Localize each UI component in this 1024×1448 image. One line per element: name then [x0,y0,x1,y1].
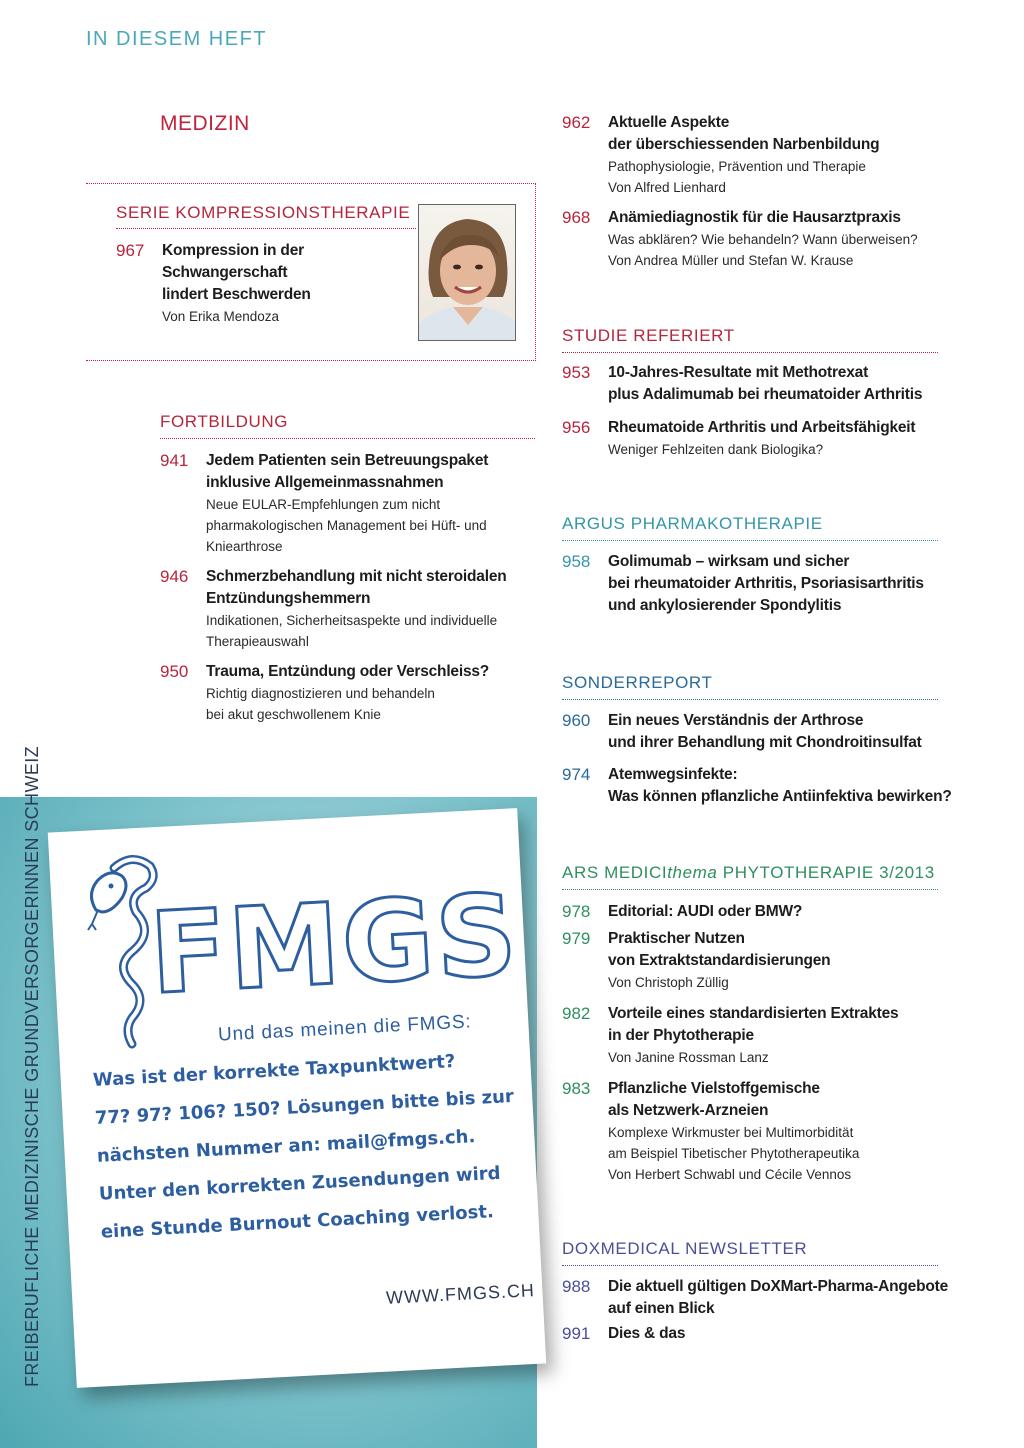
ad-question-line: eine Stunde Burnout Coaching verlost. [100,1201,495,1243]
ad-question-line: Unter den korrekten Zusendungen wird [98,1162,502,1205]
studie-heading: STUDIE REFERIERT [562,326,938,353]
entry-title: plus Adalimumab bei rheumatoider Arthritis [608,386,923,403]
entry-subtitle: pharmakologischen Management bei Hüft- und [206,518,487,533]
toc-entry-988[interactable] [562,1276,962,1320]
entry-title: Vorteile eines standardisierten Extraktes [608,1005,899,1022]
entry-title: bei rheumatoider Arthritis, Psoriasisarthritis [608,575,924,592]
entry-title: Pflanzliche Vielstoffgemische [608,1080,820,1097]
entry-title: Die aktuell gültigen DoXMart-Pharma-Angebote [608,1278,948,1295]
doxmedical-heading: DOXMEDICAL NEWSLETTER [562,1239,938,1266]
entry-author: Von Janine Rossman Lanz [608,1050,769,1065]
author-photo [418,204,516,341]
toc-entry-958[interactable] [562,551,962,617]
toc-entry-967[interactable] [116,240,416,327]
toc-entry-983[interactable] [562,1078,962,1185]
entry-title: Dies & das [608,1325,686,1342]
entry-title: Golimumab – wirksam und sicher [608,553,850,570]
entry-title: auf einen Blick [608,1300,715,1317]
entry-author: Von Christoph Züllig [608,975,729,990]
entry-title: Rheumatoide Arthritis und Arbeitsfähigkeit [608,419,916,436]
entry-author: Von Erika Mendoza [162,309,280,324]
entry-subtitle: Richtig diagnostizieren und behandeln [206,686,435,701]
thema-heading-brand: ARS MEDICI [562,863,668,882]
toc-entry-960[interactable] [562,710,962,754]
entry-title: Editorial: AUDI oder BMW? [608,903,803,920]
argus-heading: ARGUS PHARMAKOTHERAPIE [562,514,938,541]
entry-subtitle: Komplexe Wirkmuster bei Multimorbidität [608,1125,854,1140]
thema-heading-thema: thema [667,863,718,882]
page-number: 967 [116,241,145,260]
ad-question-line: 77? 97? 106? 150? Lösungen bitte bis zur [94,1085,515,1129]
page-number: 982 [562,1004,591,1023]
ad-question-line: Was ist der korrekte Taxpunktwert? [92,1051,456,1091]
page-number: 941 [160,451,189,470]
entry-title: Ein neues Verständnis der Arthrose [608,712,864,729]
entry-title: und ankylosierender Spondylitis [608,597,842,614]
ad-question-line: nächsten Nummer an: mail@fmgs.ch. [96,1126,476,1167]
entry-subtitle: Was abklären? Wie behandeln? Wann überweisen? [608,232,918,247]
toc-entry-968[interactable] [562,207,962,271]
entry-title: und ihrer Behandlung mit Chondroitinsulfat [608,734,922,751]
entry-author: Von Herbert Schwabl und Cécile Vennos [608,1167,852,1182]
section-title-medizin: MEDIZIN [160,112,250,135]
entry-title: Schmerzbehandlung mit nicht steroidalen [206,568,507,585]
entry-subtitle: Weniger Fehlzeiten dank Biologika? [608,442,824,457]
thema-heading-topic: PHYTOTHERAPIE 3/2013 [717,863,935,882]
fmgs-logo: FMGS [146,870,522,1020]
toc-entry-946[interactable] [160,566,536,652]
toc-entry-956[interactable] [562,417,962,460]
entry-title: Anämiediagnostik für die Hausarztpraxis [608,209,901,226]
entry-subtitle: Pathophysiologie, Prävention und Therapie [608,159,866,174]
page-number: 991 [562,1324,591,1343]
entry-title: Atemwegsinfekte: [608,766,738,783]
page-number: 968 [562,208,591,227]
page-number: 950 [160,662,189,681]
entry-title: der überschiessenden Narbenbildung [608,136,880,153]
page-number: 978 [562,902,591,921]
entry-title: Aktuelle Aspekte [608,114,730,131]
sonder-heading: SONDERREPORT [562,673,938,700]
page-number: 979 [562,929,591,948]
entry-title: Jedem Patienten sein Betreuungspaket [206,452,489,469]
entry-title: Was können pflanzliche Antiinfektiva bewirken? [608,788,952,805]
entry-title: Praktischer Nutzen [608,930,745,947]
ad-tagline: Und das meinen die FMGS: [217,1011,472,1046]
toc-entry-974[interactable] [562,764,962,808]
page-number: 983 [562,1079,591,1098]
toc-entry-982[interactable] [562,1003,962,1068]
entry-author: Von Alfred Lienhard [608,180,726,195]
ad-url-link[interactable]: WWW.FMGS.CH [385,1280,536,1308]
serie-divider [116,228,416,229]
page-number: 946 [160,567,189,586]
toc-entry-950[interactable] [160,661,536,725]
ad-vertical-text: FREIBERUFLICHE MEDIZINISCHE GRUNDVERSORGERINNEN SCHWEIZ [22,745,42,1387]
ad-question [92,1039,541,1252]
entry-title: inklusive Allgemeinmassnahmen [206,474,444,491]
entry-subtitle: Indikationen, Sicherheitsaspekte und individuelle [206,613,498,628]
page-number: 956 [562,418,591,437]
page-number: 958 [562,552,591,571]
entry-subtitle: Kniearthrose [206,539,283,554]
toc-entry-962[interactable] [562,112,962,198]
toc-entry-941[interactable] [160,450,536,557]
entry-subtitle: am Beispiel Tibetischer Phytotherapeutika [608,1146,860,1161]
page-number: 962 [562,113,591,132]
thema-heading [562,863,938,890]
toc-entry-953[interactable] [562,362,962,406]
toc-entry-978[interactable] [562,901,962,923]
entry-title: Entzündungshemmern [206,590,371,607]
toc-entry-979[interactable] [562,928,962,993]
entry-title: Trauma, Entzündung oder Verschleiss? [206,663,490,680]
page-number: 953 [562,363,591,382]
page-number: 960 [562,711,591,730]
toc-entry-991[interactable] [562,1323,962,1345]
entry-subtitle: bei akut geschwollenem Knie [206,707,381,722]
serie-heading: SERIE KOMPRESSIONSTHERAPIE [116,203,411,222]
page-number: 974 [562,765,591,784]
entry-subtitle: Neue EULAR-Empfehlungen zum nicht [206,497,441,512]
entry-title: als Netzwerk-Arzneien [608,1102,769,1119]
page-kicker: IN DIESEM HEFT [86,28,268,50]
entry-title: Kompression in der Schwangerschaft [162,242,304,281]
entry-title: in der Phytotherapie [608,1027,754,1044]
entry-author: Von Andrea Müller und Stefan W. Krause [608,253,854,268]
fortbildung-heading: FORTBILDUNG [160,412,535,439]
page-number: 988 [562,1277,591,1296]
entry-title: von Extraktstandardisierungen [608,952,831,969]
entry-title: lindert Beschwerden [162,286,311,303]
entry-subtitle: Therapieauswahl [206,634,309,649]
entry-title: 10-Jahres-Resultate mit Methotrexat [608,364,869,381]
